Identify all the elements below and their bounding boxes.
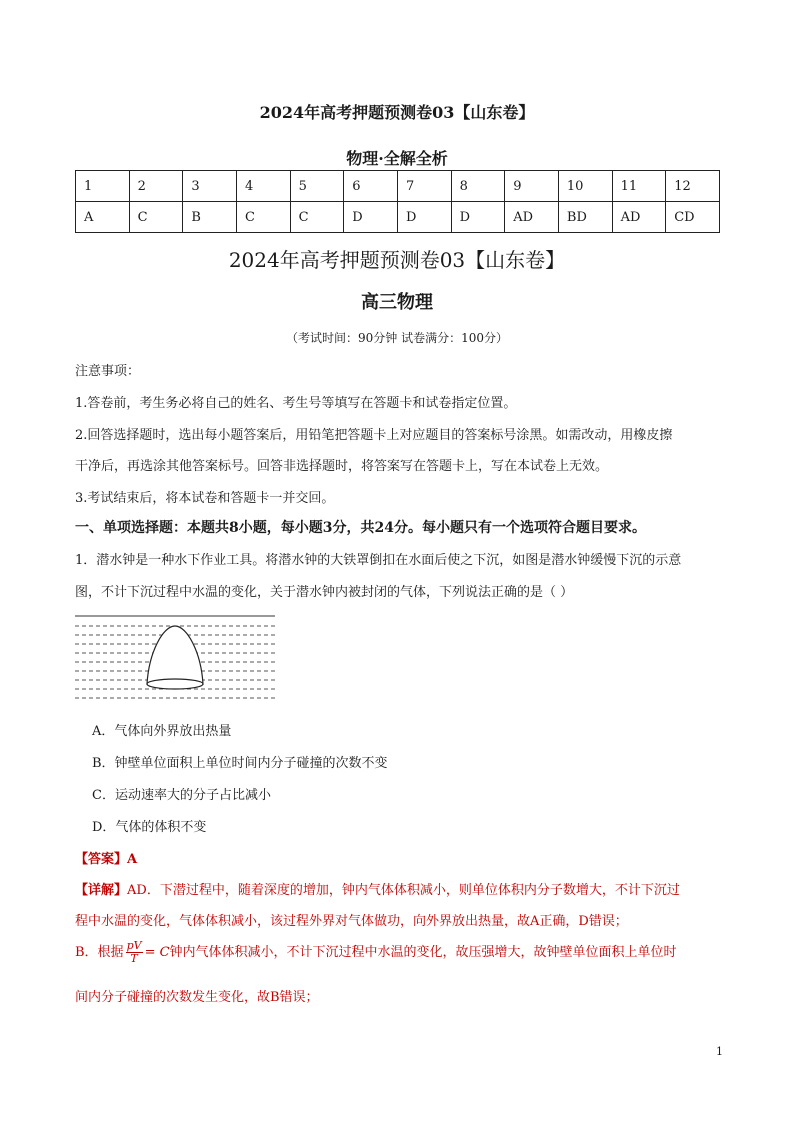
formula-fraction [126, 940, 143, 965]
detail-line [75, 879, 680, 898]
table-cell: 6 [344, 171, 398, 202]
detail-line: 间内分子碰撞的次数发生变化，故B错误； [75, 990, 319, 1005]
table-cell: 7 [397, 171, 451, 202]
table-cell: C [290, 202, 344, 233]
fraction-denominator: T [130, 952, 138, 965]
b-text: 钟内气体体积减小，不计下沉过程中水温的变化，故压强增大，故钟壁单位面积上单位时 [169, 945, 677, 960]
table-cell: D [344, 202, 398, 233]
detail-line: 程中水温的变化，气体体积减小，该过程外界对气体做功，向外界放出热量，故A正确，D错误； [75, 914, 628, 929]
subtitle: 物理·全解全析 [346, 149, 448, 168]
diving-bell-figure [75, 612, 275, 704]
detail-label: 【详解】 [75, 883, 128, 898]
table-cell: D [451, 202, 505, 233]
table-cell: 1 [76, 171, 130, 202]
table-row-answers [76, 202, 720, 233]
table-cell: B [183, 202, 237, 233]
section-heading: 一、单项选择题：本题共8小题，每小题3分，共24分。每小题只有一个选项符合题目要求。 [75, 520, 646, 536]
table-cell: CD [666, 202, 720, 233]
option-b: B．钟壁单位面积上单位时间内分子碰撞的次数不变 [92, 756, 388, 771]
formula-rhs: = C [144, 945, 170, 960]
answer-table [75, 170, 720, 233]
table-cell: 11 [612, 171, 666, 202]
answer-label: 【答案】A [75, 852, 138, 867]
note-item: 2.回答选择题时，选出每小题答案后，用铅笔把答题卡上对应题目的答案标号涂黑。如需改动，用橡皮擦 [75, 428, 673, 443]
table-cell: AD [505, 202, 559, 233]
note-item: 1.答卷前，考生务必将自己的姓名、考生号等填写在答题卡和试卷指定位置。 [75, 396, 517, 411]
table-cell: 3 [183, 171, 237, 202]
b-prefix: B．根据 [75, 945, 124, 960]
option-d: D．气体的体积不变 [92, 820, 207, 835]
table-cell: AD [612, 202, 666, 233]
table-row-numbers [76, 171, 720, 202]
exam-title: 2024年高考押题预测卷03【山东卷】 [259, 103, 535, 122]
fraction-numerator: pV [126, 939, 142, 952]
table-cell: C [129, 202, 183, 233]
question-text: 1．潜水钟是一种水下作业工具。将潜水钟的大铁罩倒扣在水面后使之下沉，如图是潜水钟缓慢下沉的示意 [75, 553, 682, 568]
table-cell: 2 [129, 171, 183, 202]
table-cell: 8 [451, 171, 505, 202]
table-cell: 4 [236, 171, 290, 202]
option-a: A．气体向外界放出热量 [92, 724, 232, 739]
table-cell: 9 [505, 171, 559, 202]
table-cell: 10 [558, 171, 612, 202]
detail-line-b [75, 940, 677, 965]
note-item: 3.考试结束后，将本试卷和答题卡一并交回。 [75, 491, 335, 506]
bell-mouth [147, 679, 203, 689]
table-cell: BD [558, 202, 612, 233]
table-cell: A [76, 202, 130, 233]
notes-heading: 注意事项： [75, 364, 141, 379]
table-cell: 12 [666, 171, 720, 202]
page-number: 1 [716, 1045, 723, 1058]
question-text: 图，不计下沉过程中水温的变化，关于潜水钟内被封闭的气体，下列说法正确的是（ ） [75, 585, 574, 600]
table-cell: C [236, 202, 290, 233]
option-c: C．运动速率大的分子占比减小 [92, 788, 271, 803]
note-item: 干净后，再选涂其他答案标号。回答非选择题时，将答案写在答题卡上，写在本试卷上无效。 [75, 459, 609, 474]
exam-meta: （考试时间：90分钟 试卷满分：100分） [286, 331, 508, 345]
paper-title: 2024年高考押题预测卷03【山东卷】 [228, 248, 566, 272]
table-cell: D [397, 202, 451, 233]
paper-subject: 高三物理 [361, 292, 433, 313]
table-cell: 5 [290, 171, 344, 202]
detail-text: AD．下潜过程中，随着深度的增加，钟内气体体积减小，则单位体积内分子数增大，不计下沉过 [127, 883, 680, 898]
